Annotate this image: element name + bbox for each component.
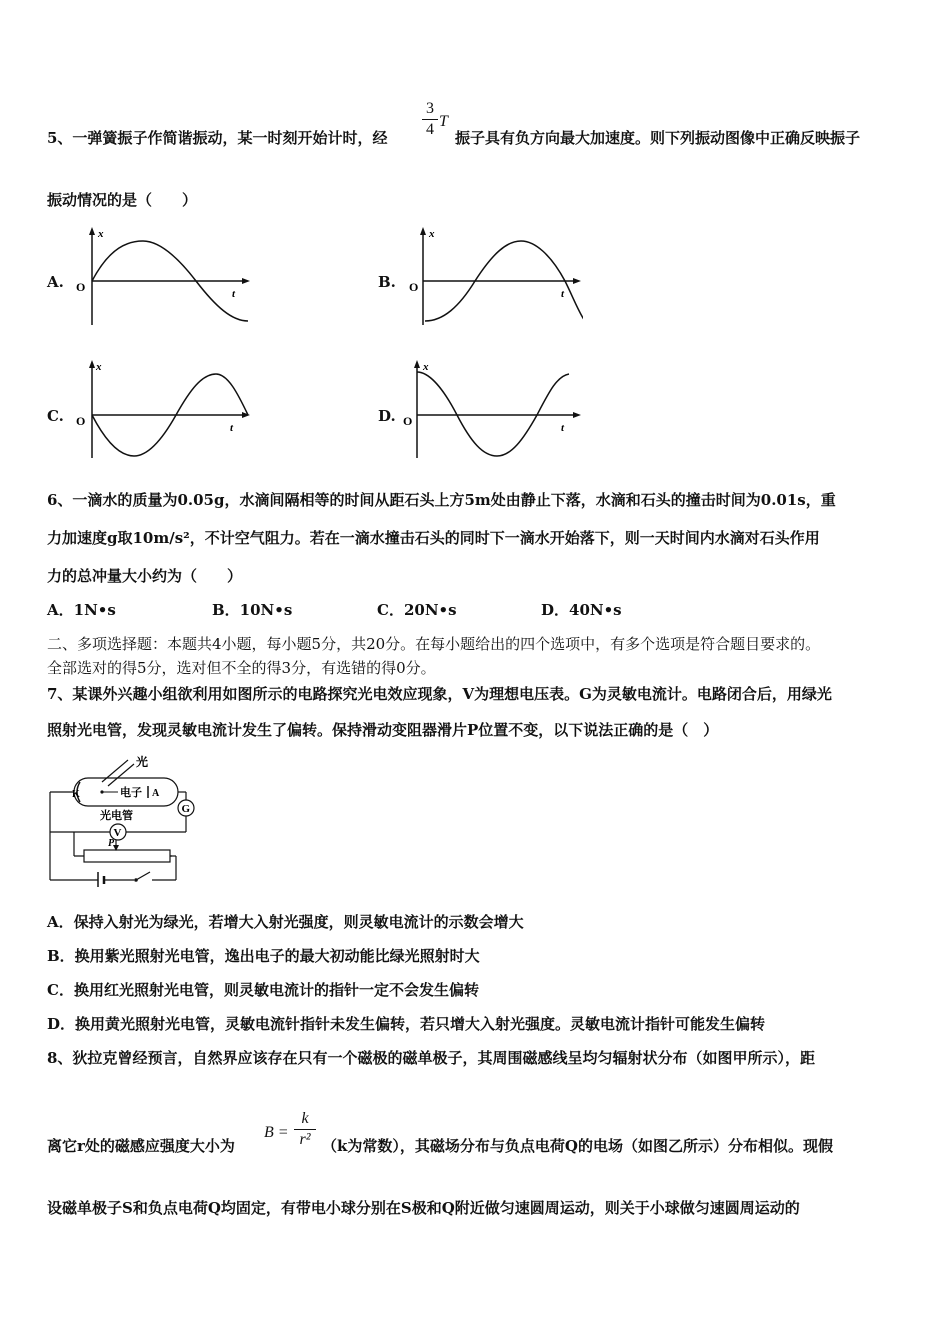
- q5-d-origin: O: [403, 414, 413, 428]
- q8-formula-fraction: [294, 1110, 316, 1149]
- q8-line3: 设磁单极子S和负点电荷Q均固定，有带电小球分别在S极和Q附近做匀速圆周运动，则关于小球做匀速圆周运动的: [47, 1199, 800, 1217]
- q5-c-axis-y: x: [96, 361, 102, 373]
- q5-option-c-label: C.: [47, 407, 64, 425]
- q7-choice-b: B．换用紫光照射光电管，逸出电子的最大初动能比绿光照射时大: [47, 947, 480, 965]
- q7-line1: 7、某课外兴趣小组欲利用如图所示的电路探究光电效应现象，V为理想电压表。G为灵敏电流计。电路闭合后，用绿光: [47, 685, 832, 703]
- q7-P-label: P: [108, 838, 115, 849]
- q6-choice-b: B．10N•s: [212, 601, 293, 619]
- q5-line1-after: 振子具有负方向最大加速度。则下列振动图像中正确反映振子: [455, 129, 861, 147]
- q5-c-origin: O: [76, 414, 86, 428]
- q7-G-label: G: [181, 803, 191, 815]
- q5-b-axis-y: x: [429, 228, 435, 240]
- q7-A-label: A: [152, 788, 160, 799]
- q5-b-origin: O: [409, 280, 419, 294]
- q6-line2: 力加速度g取10m/s²，不计空气阻力。若在一滴水撞击石头的同时下一滴水开始落下，则一天时间内水滴对石头作用: [47, 529, 820, 547]
- q7-choice-c: C．换用红光照射光电管，则灵敏电流计的指针一定不会发生偏转: [47, 981, 479, 999]
- q5-c-axis-x: t: [230, 422, 234, 434]
- q5-a-origin: O: [76, 280, 86, 294]
- q8-formula-num: k: [301, 1110, 309, 1127]
- section2-line1: 二、多项选择题：本题共4小题，每小题5分，共20分。在每小题给出的四个选项中，有多个选项是符合题目要求的。: [47, 635, 821, 653]
- q7-K-label: K: [72, 789, 80, 800]
- q8-formula-den: r²: [299, 1131, 311, 1148]
- q5-b-axis-x: t: [561, 288, 565, 300]
- q7-line2: 照射光电管，发现灵敏电流计发生了偏转。保持滑动变阻器滑片P位置不变，以下说法正确的是（ ）: [47, 721, 719, 739]
- q5-fraction: [422, 100, 438, 139]
- q5-option-a-label: A.: [47, 273, 64, 291]
- q6-line1: 6、一滴水的质量为0.05g，水滴间隔相等的时间从距石头上方5m处由静止下落，水滴和石头的撞击时间为0.01s，重: [47, 491, 836, 509]
- q8-line1: 8、狄拉克曾经预言，自然界应该存在只有一个磁极的磁单极子，其周围磁感线呈均匀辐射状分布（如图甲所示），距: [47, 1049, 815, 1067]
- q5-a-axis-y: x: [98, 228, 104, 240]
- q5-a-axis-x: t: [232, 288, 236, 300]
- q5-graph-b: [403, 225, 583, 330]
- q7-choice-a: A．保持入射光为绿光，若增大入射光强度，则灵敏电流计的示数会增大: [47, 913, 524, 931]
- q7-tube-label: 光电管: [100, 810, 133, 822]
- q6-line3: 力的总冲量大小约为（ ）: [47, 567, 243, 585]
- q8-line2-before: 离它r处的磁感应强度大小为: [47, 1137, 235, 1155]
- section2-line2: 全部选对的得5分，选对但不全的得3分，有选错的得0分。: [47, 659, 436, 677]
- q5-d-axis-y: x: [423, 361, 429, 373]
- q5-text-before: 5、一弹簧振子作简谐振动，某一时刻开始计时，经: [47, 129, 388, 147]
- q5-line1: [47, 128, 387, 148]
- q5-line2: 振动情况的是（ ）: [47, 191, 198, 209]
- q5-frac-var: T: [439, 113, 448, 130]
- q5-frac-den: 4: [426, 121, 434, 138]
- q5-option-d-label: D.: [378, 407, 396, 425]
- q5-option-b-label: B.: [378, 273, 396, 291]
- q7-circuit-diagram: [44, 752, 204, 887]
- q6-choice-a: A．1N•s: [47, 601, 116, 619]
- q6-choice-c: C．20N•s: [377, 601, 457, 619]
- q7-V-label: V: [113, 827, 122, 839]
- q6-choice-d: D．40N•s: [541, 601, 622, 619]
- q5-frac-num: 3: [426, 100, 434, 117]
- q7-light-label: 光: [136, 755, 149, 769]
- q5-graph-c: [72, 358, 252, 463]
- q5-d-axis-x: t: [561, 422, 565, 434]
- q7-choice-d: D．换用黄光照射光电管，灵敏电流针指针未发生偏转，若只增大入射光强度。灵敏电流计指针可能发生偏转: [47, 1015, 766, 1033]
- q8-formula-lhs: B =: [264, 1124, 289, 1141]
- q5-graph-d: [403, 358, 583, 463]
- q5-graph-a: [72, 225, 252, 330]
- q7-electron-label: 电子: [120, 787, 142, 799]
- q8-line2-after: （k为常数），其磁场分布与负点电荷Q的电场（如图乙所示）分布相似。现假: [322, 1137, 833, 1155]
